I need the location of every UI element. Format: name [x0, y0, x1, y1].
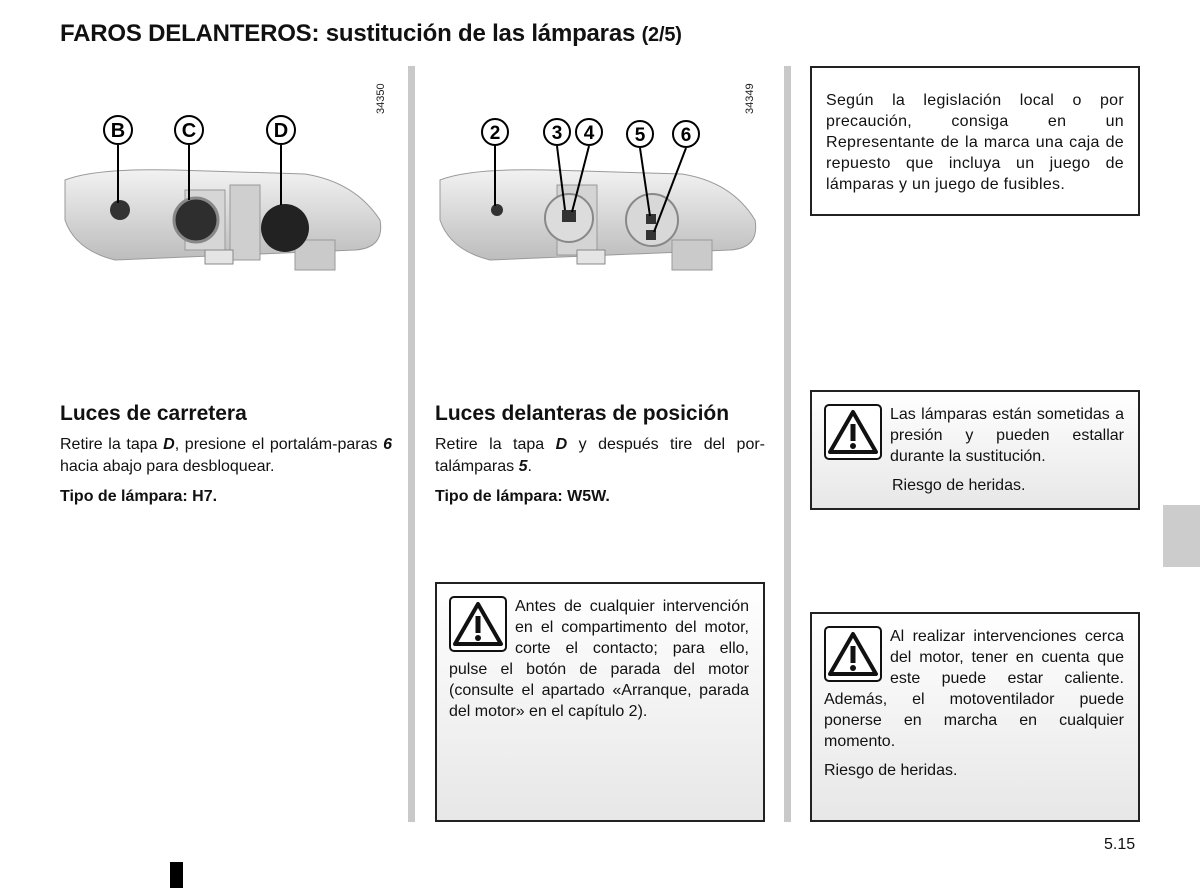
column-divider-right: [784, 66, 791, 822]
title-text: FAROS DELANTEROS: sustitución de las lámparas: [60, 20, 636, 47]
figure-number: 34349: [744, 83, 756, 114]
headlamp-illustration: [432, 70, 772, 300]
page-title: [60, 20, 682, 48]
section-heading: Luces de carretera: [60, 402, 247, 425]
warning-text: Al realizar intervenciones cerca del motor, tener en cuenta que este puede estar caliente. Además, el motoventilador puede ponerse en marcha en cualquier momento.: [824, 628, 1124, 750]
headlamp-figure-left: [55, 70, 395, 300]
chapter-tab: [1163, 505, 1200, 567]
callout-6: [673, 121, 699, 147]
lamp-type: Tipo de lámpara: H7.: [60, 488, 218, 505]
figure-number: 34350: [375, 83, 387, 114]
svg-text:2: 2: [489, 123, 501, 144]
headlamp-figure-right: [432, 70, 772, 300]
section-body: [435, 434, 765, 508]
callout-D: [267, 116, 295, 144]
warning-box-hot-engine: [810, 612, 1140, 822]
svg-text:6: 6: [680, 125, 692, 146]
title-page-part: (2/5): [641, 24, 682, 46]
warning-box-engine: [435, 582, 765, 822]
risk-text: Riesgo de heridas.: [824, 762, 958, 779]
svg-text:3: 3: [551, 123, 563, 144]
note-text: Según la legislación local o por precaución, consiga en un Representante de la marca una caja de repuesto que incluya un juego de lámparas y un juego de fusibles.: [826, 92, 1124, 193]
section-position-lights: [435, 402, 765, 508]
callout-B: [104, 116, 132, 144]
svg-text:5: 5: [634, 125, 646, 146]
svg-text:4: 4: [583, 123, 595, 144]
footer-mark: [170, 862, 183, 888]
warning-text: Antes de cualquier intervención en el compartimento del motor, corte el contacto; para ello, pulse el botón de parada del motor (consulte el apartado «Arranque, parada del motor» en el capítulo 2).: [449, 598, 749, 720]
page-number: 5.15: [1104, 836, 1136, 853]
warning-triangle-icon: [449, 596, 507, 652]
section-heading: Luces delanteras de posición: [435, 402, 730, 425]
svg-text:D: D: [273, 120, 289, 142]
warning-triangle-icon: [824, 404, 882, 460]
section-body: [60, 434, 392, 508]
column-divider-left: [408, 66, 415, 822]
svg-text:C: C: [181, 120, 197, 142]
note-box: [810, 66, 1140, 216]
svg-text:B: B: [110, 120, 126, 142]
lamp-type: Tipo de lámpara: W5W.: [435, 488, 610, 505]
warning-triangle-icon: [824, 626, 882, 682]
warning-box-pressure: [810, 390, 1140, 510]
callout-3: [544, 119, 570, 145]
callout-C: [175, 116, 203, 144]
section-high-beam: [60, 402, 392, 508]
callout-2: [482, 119, 508, 145]
risk-text: Riesgo de heridas.: [892, 477, 1026, 494]
warning-text: Las lámparas están sometidas a presión y pueden estallar durante la sustitución.: [890, 406, 1124, 465]
callout-4: [576, 119, 602, 145]
instruction-text: Retire la tapa D, presione el portalám-paras 6 hacia abajo para desbloquear.: [60, 436, 393, 475]
instruction-text: Retire la tapa D y después tire del por-talámparas 5.: [435, 436, 766, 475]
callout-5: [627, 121, 653, 147]
headlamp-illustration: [55, 70, 395, 300]
